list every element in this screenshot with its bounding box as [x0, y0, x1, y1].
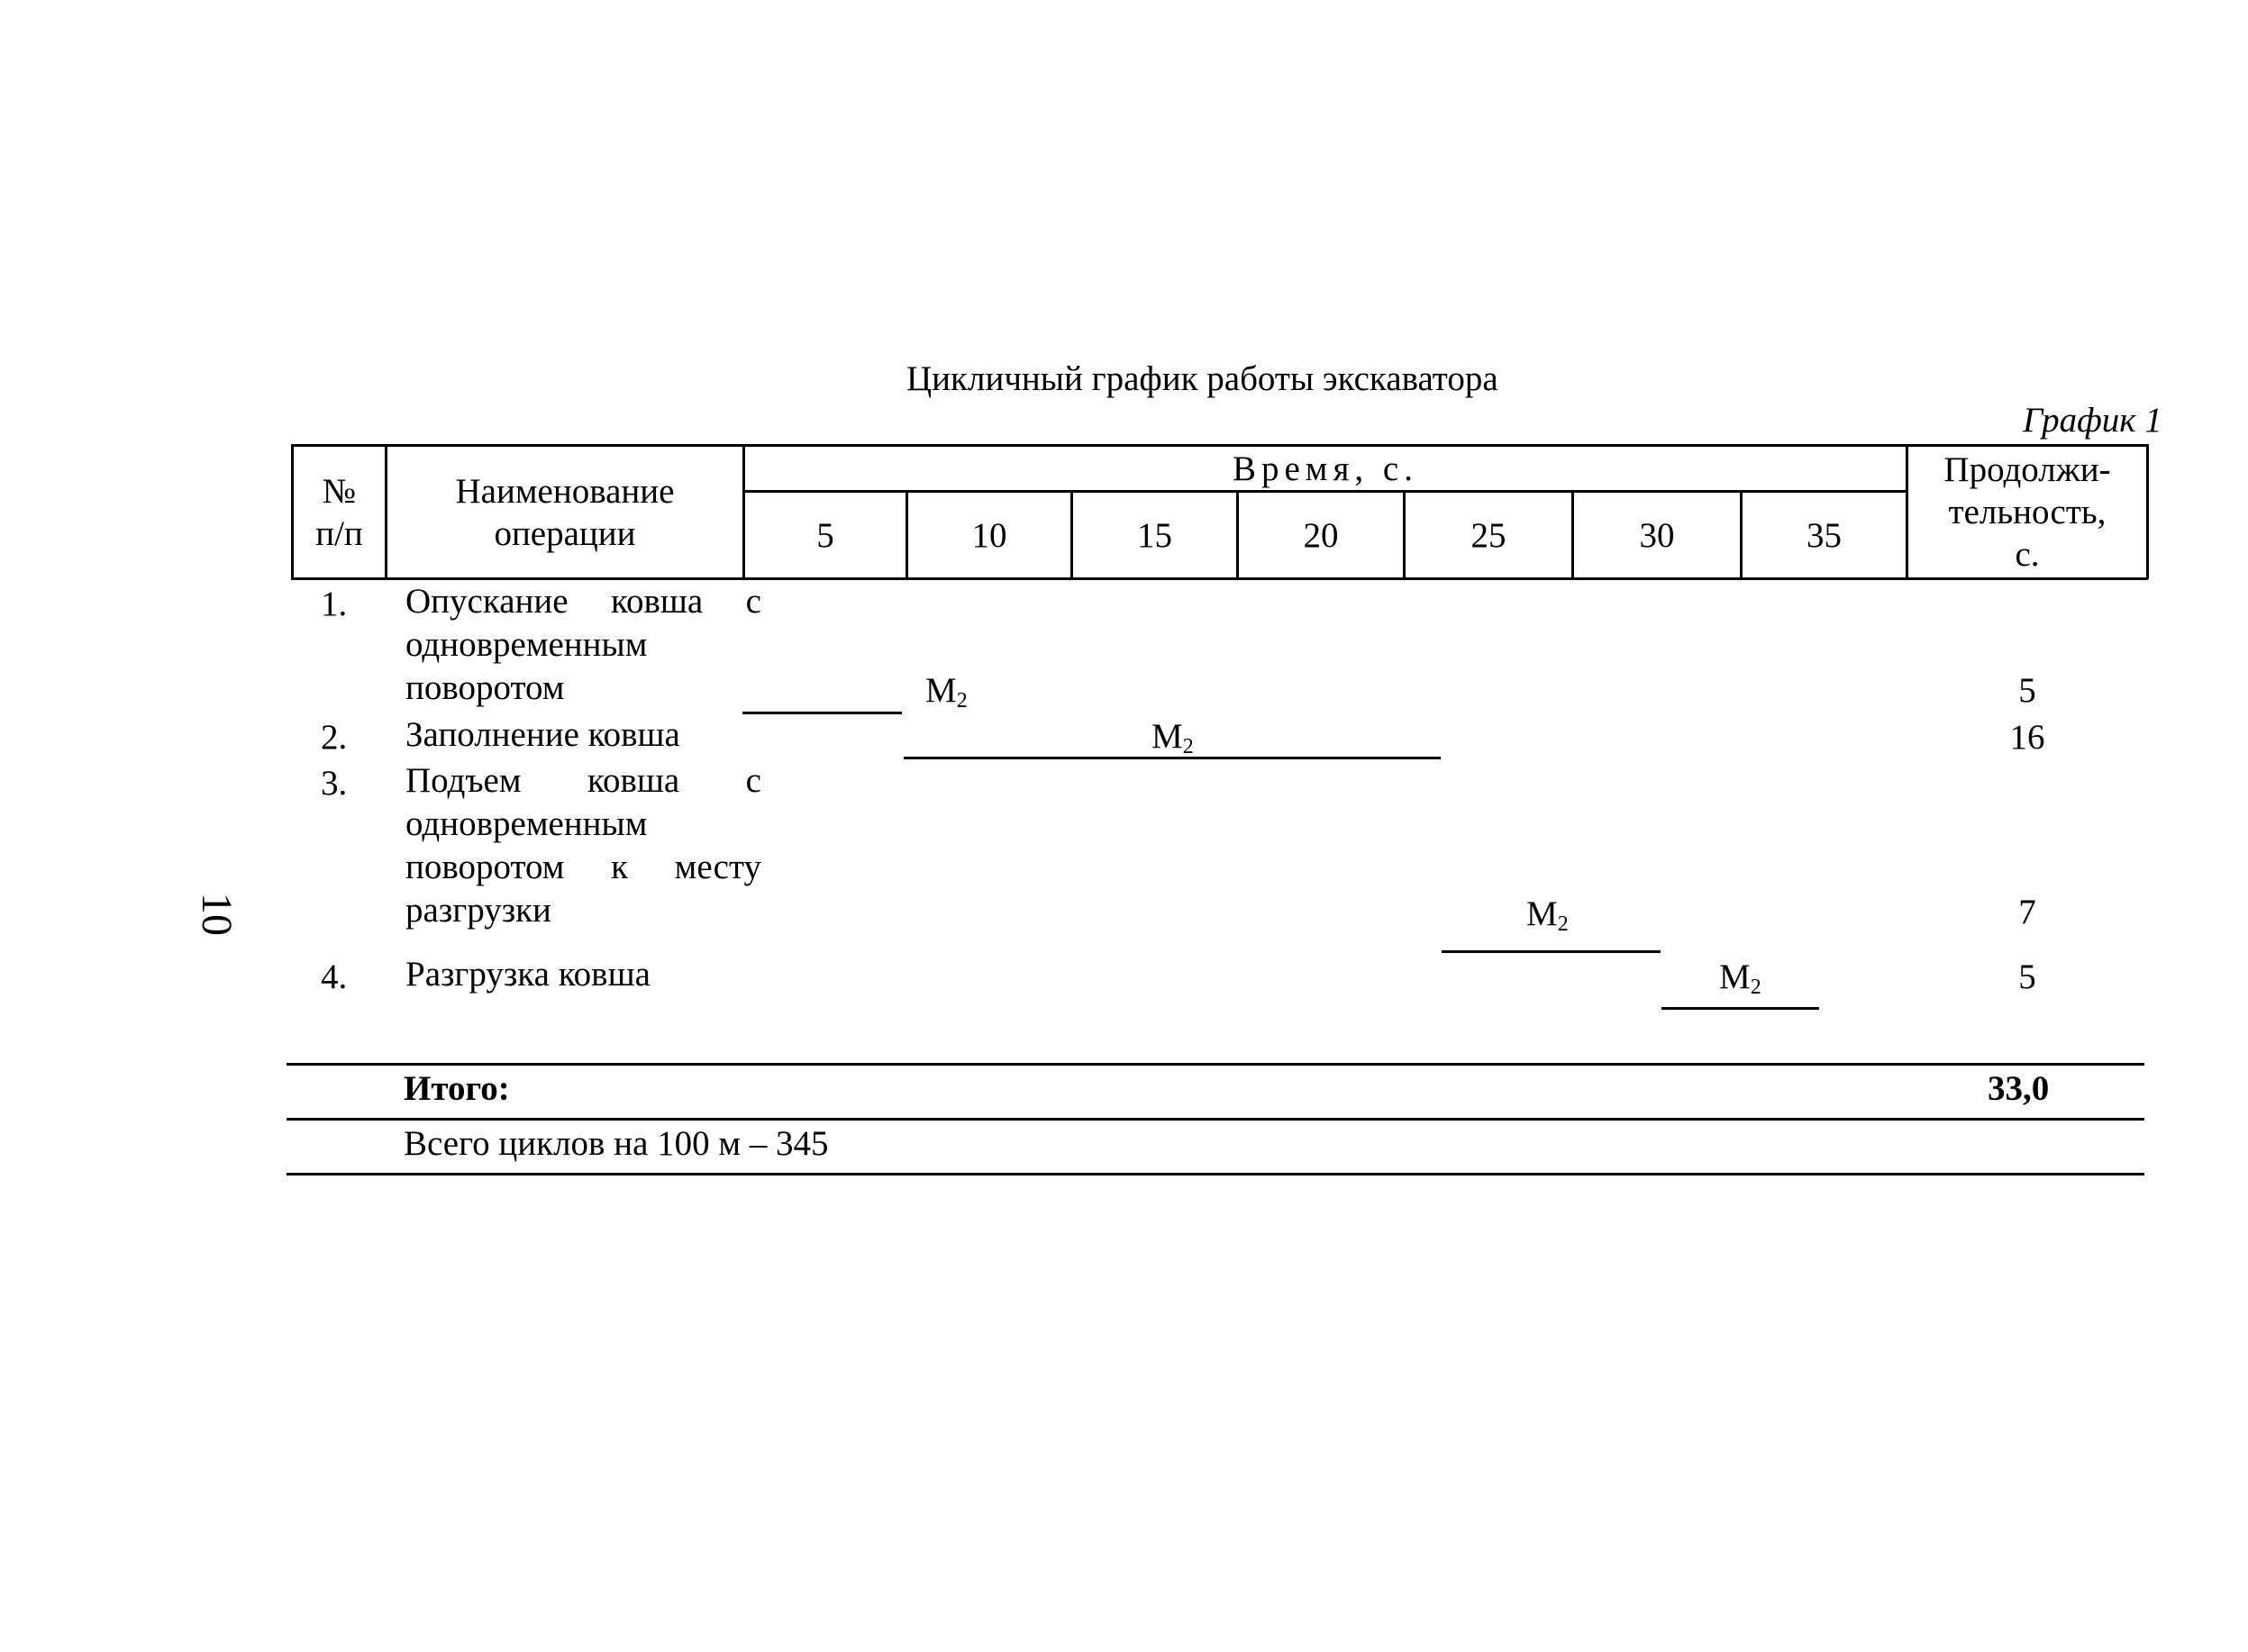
operation-name: Подъем ковша с одновременным поворотом к месту разгрузки — [405, 761, 761, 930]
row-number: 1. — [321, 585, 348, 623]
operation-name: Разгрузка ковша — [405, 955, 651, 994]
header-duration: Продолжи- тельность, с. — [1943, 450, 2111, 574]
graph-label: График 1 — [2023, 401, 2162, 440]
row-number: 3. — [321, 764, 348, 803]
header-time: Время, с. — [1232, 449, 1418, 488]
duration-value: 16 — [2009, 718, 2045, 757]
page-number: 10 — [193, 893, 241, 936]
total-bottom-rule — [287, 1118, 2144, 1121]
cycles-note: Всего циклов на 100 м – 345 — [404, 1124, 829, 1163]
gantt-bar — [1442, 950, 1661, 953]
duration-value: 5 — [2018, 958, 2036, 996]
duration-value: 7 — [2018, 893, 2036, 931]
machine-mark: $М_2$ — [1151, 717, 1194, 758]
machine-mark: $М_2$ — [1719, 958, 1761, 999]
time-tick-label: 5 — [816, 515, 834, 555]
time-tick-label: 15 — [1137, 515, 1172, 555]
total-label: Итого: — [404, 1069, 510, 1108]
header-divider — [2146, 444, 2149, 579]
total-top-rule — [287, 1063, 2144, 1066]
time-tick-label: 30 — [1639, 515, 1675, 555]
operation-name: Заполнение ковша — [405, 715, 680, 754]
machine-mark: $М_2$ — [925, 671, 968, 713]
row-number: 2. — [321, 718, 348, 757]
row-number: 4. — [321, 958, 348, 996]
gantt-bar — [742, 712, 902, 714]
header-num: № п/п — [315, 471, 363, 553]
duration-value: 5 — [2018, 671, 2036, 710]
gantt-bar — [1661, 1007, 1819, 1010]
time-tick-label: 35 — [1807, 515, 1842, 555]
operation-name: Опускание ковша с одновременным поворотом — [405, 582, 761, 707]
time-tick-label: 10 — [971, 515, 1007, 555]
header-operation-name: Наименование операции — [455, 471, 675, 553]
time-tick-label: 20 — [1303, 515, 1339, 555]
machine-mark: $М_2$ — [1526, 894, 1569, 936]
table-bottom-rule — [287, 1173, 2144, 1175]
total-value: 33,0 — [1988, 1069, 2050, 1108]
time-tick-label: 25 — [1470, 515, 1506, 555]
document-title: Цикличный график работы экскаватора — [906, 359, 1498, 398]
